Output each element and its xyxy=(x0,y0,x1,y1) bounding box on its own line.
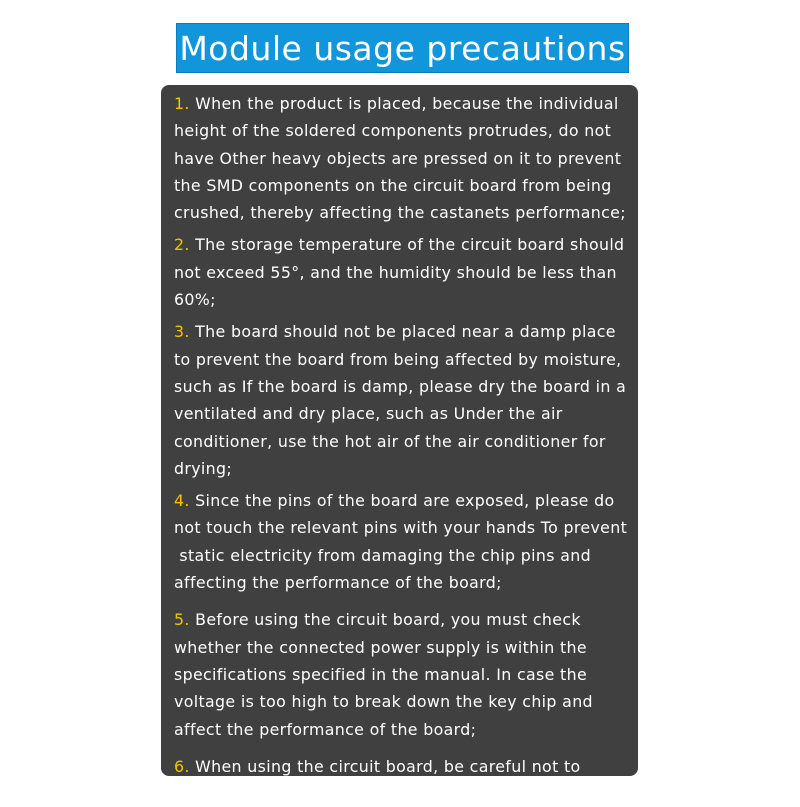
item-line: The storage temperature of the circuit board should xyxy=(189,235,625,255)
item-line: 60%; xyxy=(174,290,216,310)
precaution-item-1 xyxy=(174,90,638,226)
item-line: drying; xyxy=(174,458,233,478)
item-number: 6. xyxy=(174,756,190,776)
item-number: 2. xyxy=(174,235,190,255)
item-line: to prevent the board from being affected by moisture, xyxy=(174,349,622,369)
item-line: such as If the board is damp, please dry the board in a xyxy=(174,376,627,396)
item-line: Since the pins of the board are exposed, please do xyxy=(189,491,615,511)
precaution-item-3 xyxy=(174,318,638,482)
precaution-item-4 xyxy=(174,487,638,596)
page-title: Module usage precautions xyxy=(179,28,626,68)
item-line: specifications specified in the manual. In case the xyxy=(174,664,588,684)
item-number: 5. xyxy=(174,610,190,630)
item-number: 4. xyxy=(174,491,190,511)
item-line: The board should not be placed near a damp place xyxy=(189,322,616,342)
precaution-item-2 xyxy=(174,231,638,313)
item-line: have Other heavy objects are pressed on it to prevent xyxy=(174,148,622,168)
item-number: 3. xyxy=(174,322,190,342)
item-line: height of the soldered components protrudes, do not xyxy=(174,121,612,141)
item-line: not exceed 55°, and the humidity should be less than xyxy=(174,262,617,282)
item-line: the SMD components on the circuit board from being xyxy=(174,175,612,195)
item-line: When the product is placed, because the individual xyxy=(189,94,619,113)
item-line: Before using the circuit board, you must check xyxy=(189,610,581,630)
item-line: crushed, thereby affecting the castanets performance; xyxy=(174,203,626,223)
item-line: affect the performance of the board; xyxy=(174,719,477,739)
item-line: reverse the power supply; xyxy=(174,784,390,804)
item-line: conditioner, use the hot air of the air conditioner for xyxy=(174,431,606,451)
precaution-item-6 xyxy=(174,753,638,807)
item-number: 1. xyxy=(174,94,190,113)
item-line: not touch the relevant pins with your hands To prevent xyxy=(174,518,628,538)
item-line: affecting the performance of the board; xyxy=(174,573,502,593)
item-line: ventilated and dry place, such as Under the air xyxy=(174,404,563,424)
item-line: When using the circuit board, be careful not to xyxy=(189,756,581,776)
item-line: whether the connected power supply is within the xyxy=(174,637,587,657)
item-line: static electricity from damaging the chip pins and xyxy=(174,545,592,565)
title-banner xyxy=(176,23,629,73)
precaution-item-5 xyxy=(174,606,638,742)
precautions-panel xyxy=(161,85,638,804)
item-line: voltage is too high to break down the key chip and xyxy=(174,692,593,712)
